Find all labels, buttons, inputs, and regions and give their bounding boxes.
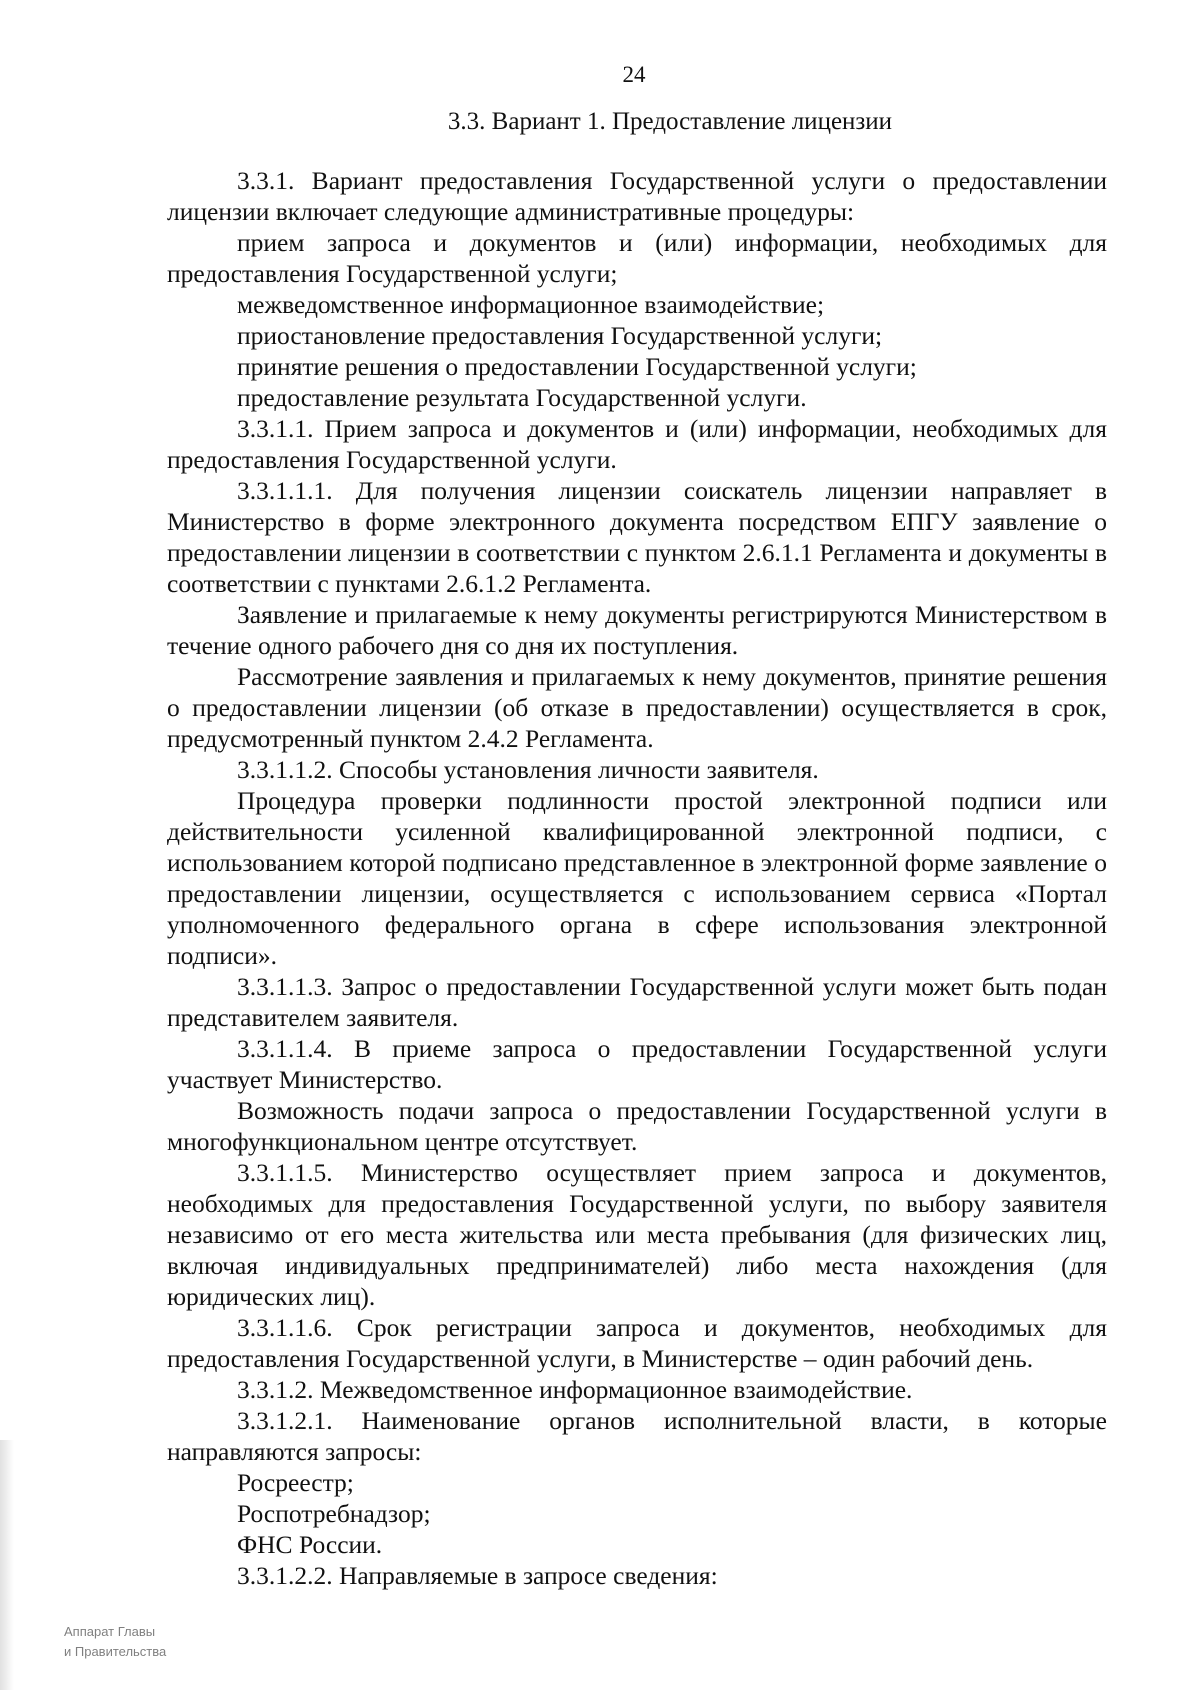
paragraph: 3.3.1.2. Межведомственное информационное взаимодействие. [237,1375,913,1404]
page-number: 24 [622,62,646,87]
paragraph: 3.3.1.1.5. Министерство осуществляет прием запроса и документов, необходимых для предоставления Государственной услуги, по выбору заявителя независимо от его места жительства или места пребывания (для физических лиц, включая индивидуальных предпринимателей) либо места нахождения (для юридических лиц). [167,1158,1107,1311]
paragraph: приостановление предоставления Государственной услуги; [237,321,883,350]
registration-stamp [64,1622,166,1662]
stamp-line-1: Аппарат Главы [64,1624,156,1639]
paragraph: межведомственное информационное взаимодействие; [237,290,825,319]
paragraph: Роспотребнадзор; [237,1499,431,1528]
paragraph: принятие решения о предоставлении Государственной услуги; [237,352,917,381]
scan-edge-shadow [0,1440,14,1690]
paragraph: 3.3.1.2.1. Наименование органов исполнительной власти, в которые направляются запросы: [167,1406,1107,1466]
paragraph: ФНС России. [237,1530,383,1559]
paragraph: прием запроса и документов и (или) информации, необходимых для предоставления Государственной услуги; [167,228,1107,288]
paragraph: 3.3.1.1.1. Для получения лицензии соискатель лицензии направляет в Министерство в форме электронного документа посредством ЕПГУ заявление о предоставлении лицензии в соответствии с пунктом 2.6.1.1 Регламента и документы в соответствии с пунктами 2.6.1.2 Регламента. [167,476,1107,598]
paragraph: 3.3.1.1.4. В приеме запроса о предоставлении Государственной услуги участвует Министерство. [167,1034,1107,1094]
paragraph: 3.3.1.1.2. Способы установления личности заявителя. [237,755,819,784]
document-body [167,165,1107,1591]
paragraph: Процедура проверки подлинности простой электронной подписи или действительности усиленной квалифицированной электронной подписи, с использованием которой подписано представленное в электронной форме заявление о предоставлении лицензии, осуществляется с использованием сервиса «Портал уполномоченного федерального органа в сфере использования электронной подписи». [167,786,1107,970]
stamp-line-2: и Правительства [64,1644,167,1659]
section-title: 3.3. Вариант 1. Предоставление лицензии [447,108,893,135]
paragraph: Возможность подачи запроса о предоставлении Государственной услуги в многофункциональном центре отсутствует. [167,1096,1107,1156]
paragraph: 3.3.1.1. Прием запроса и документов и (или) информации, необходимых для предоставления Государственной услуги. [167,414,1107,474]
paragraph: предоставление результата Государственной услуги. [237,383,807,412]
paragraph: 3.3.1. Вариант предоставления Государственной услуги о предоставлении лицензии включает следующие административные процедуры: [167,166,1107,226]
paragraph: 3.3.1.2.2. Направляемые в запросе сведения: [237,1561,718,1590]
paragraph: Росреестр; [237,1468,354,1497]
paragraph: 3.3.1.1.6. Срок регистрации запроса и документов, необходимых для предоставления Государственной услуги, в Министерстве – один рабочий день. [167,1313,1107,1373]
paragraph: 3.3.1.1.3. Запрос о предоставлении Государственной услуги может быть подан представителем заявителя. [167,972,1107,1032]
paragraph: Рассмотрение заявления и прилагаемых к нему документов, принятие решения о предоставлении лицензии (об отказе в предоставлении) осуществляется в срок, предусмотренный пунктом 2.4.2 Регламента. [167,662,1107,753]
paragraph: Заявление и прилагаемые к нему документы регистрируются Министерством в течение одного рабочего дня со дня их поступления. [167,600,1107,660]
